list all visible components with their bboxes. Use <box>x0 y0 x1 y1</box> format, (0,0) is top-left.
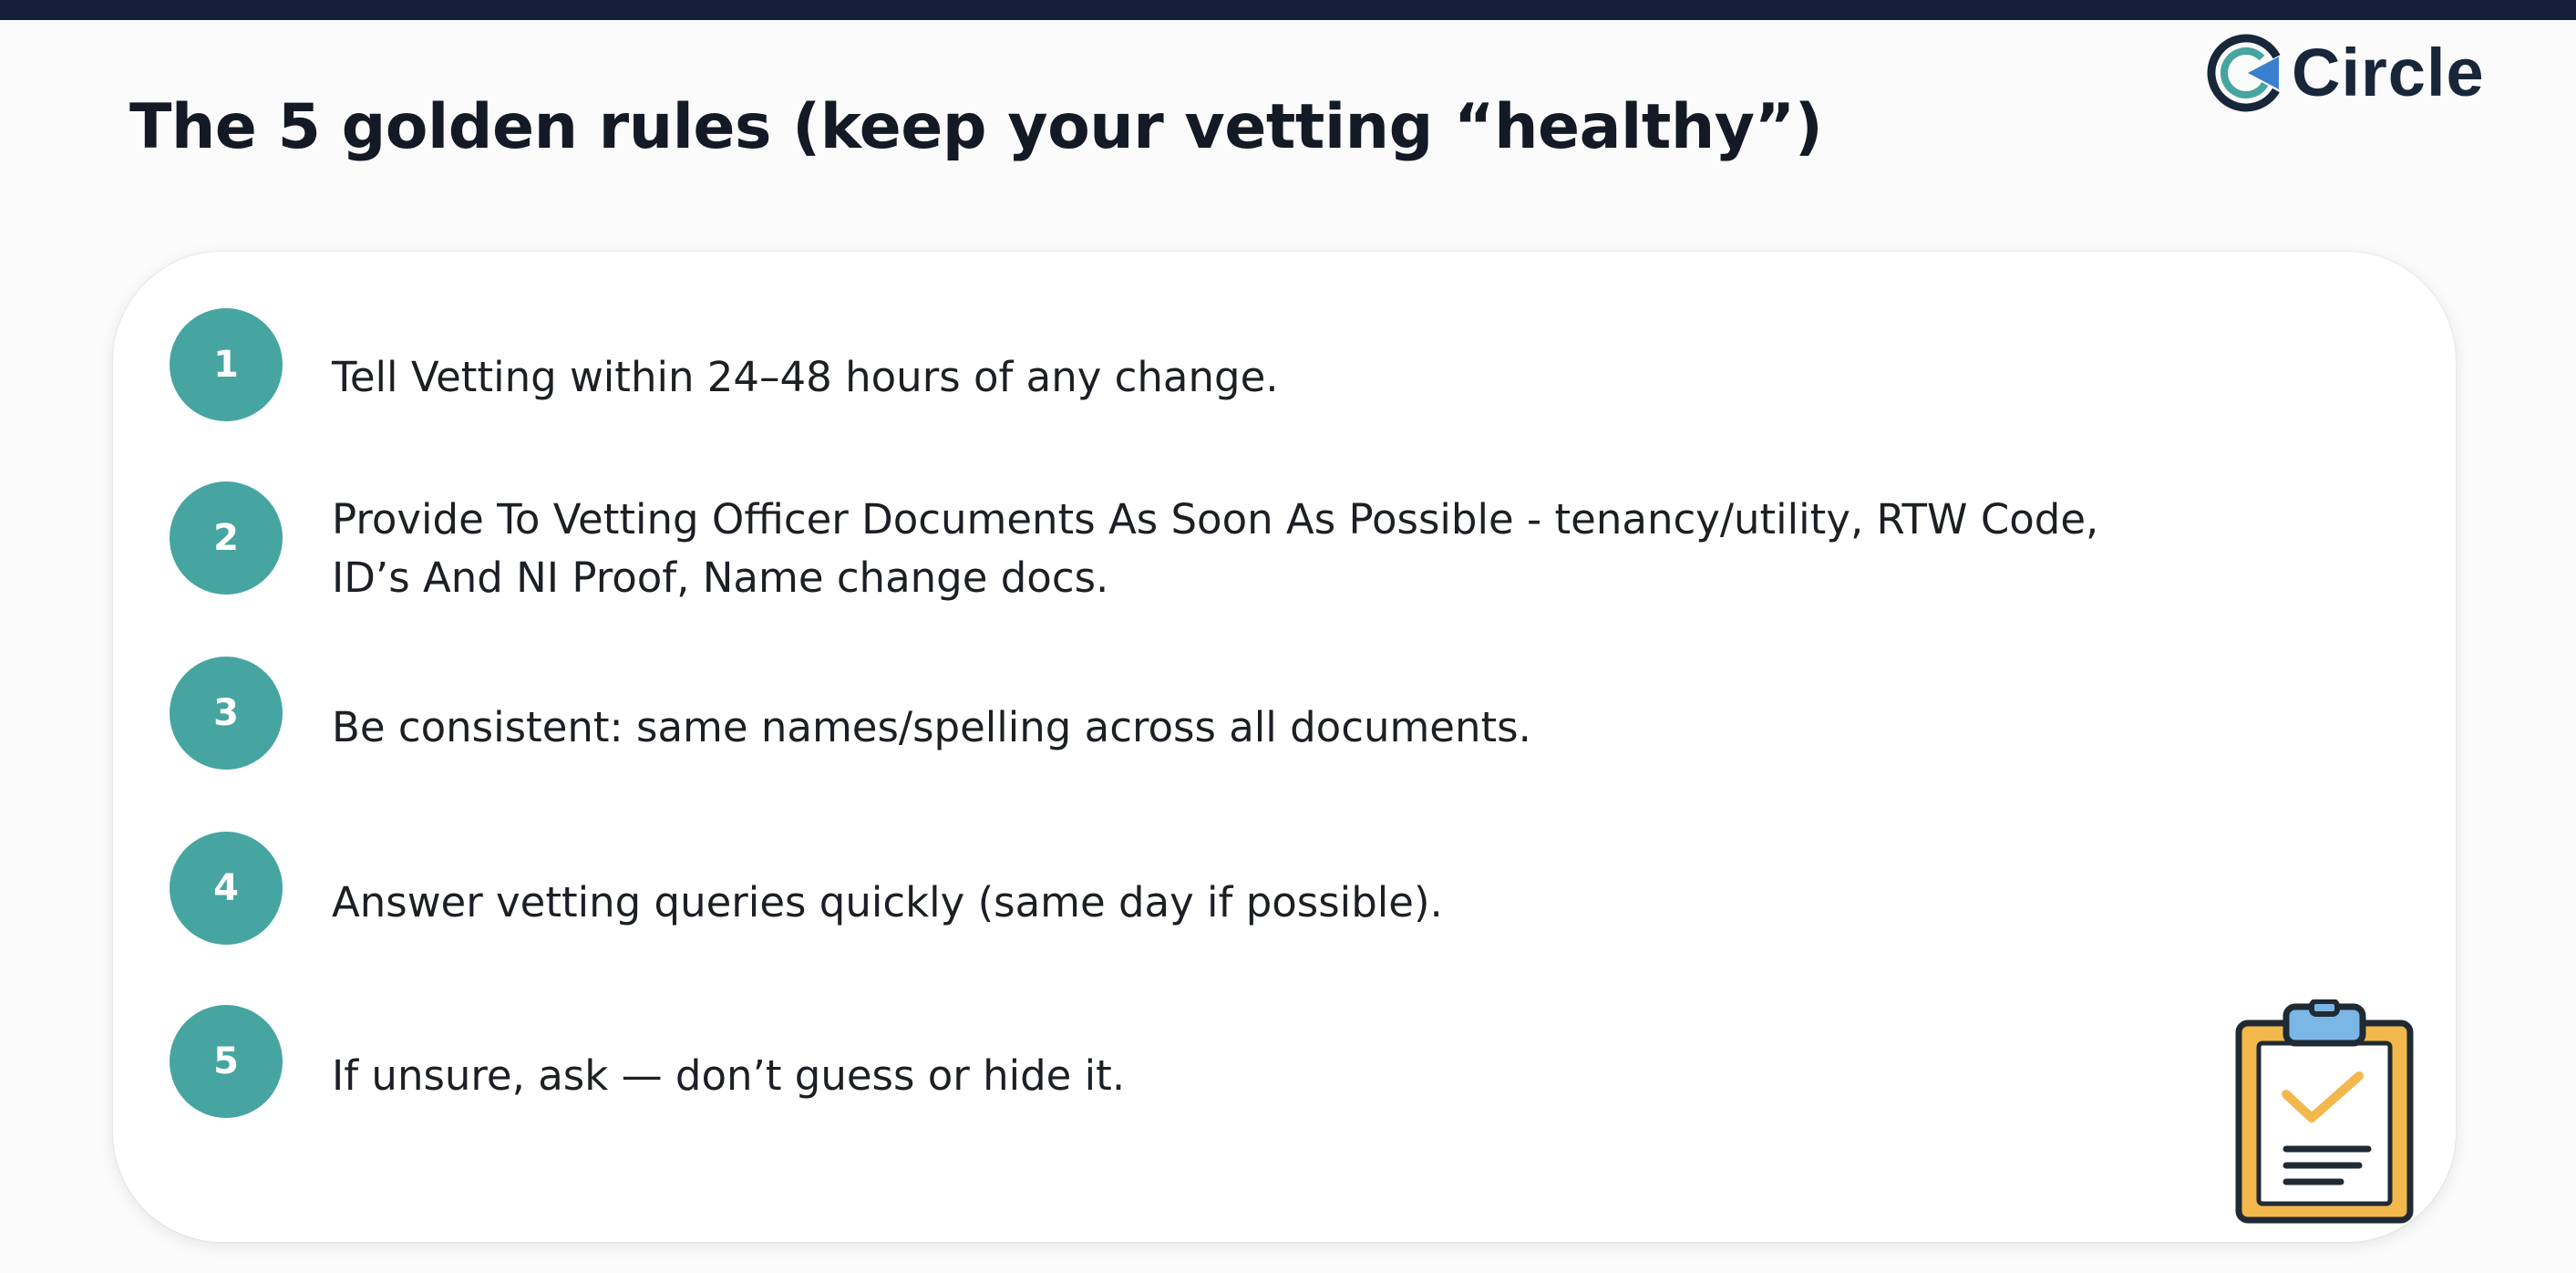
rule-text <box>332 699 1531 757</box>
brand-name: Circle <box>2292 35 2485 110</box>
brand-logo <box>2204 31 2514 115</box>
rule-text <box>332 874 1443 932</box>
rule-number-badge: 1 <box>170 308 283 421</box>
rule-text-line: Tell Vetting within 24–48 hours of any change. <box>332 353 1279 401</box>
rule-text <box>332 1047 1125 1105</box>
rules-card <box>113 252 2456 1242</box>
rule-text-line: Be consistent: same names/spelling across all documents. <box>332 703 1531 751</box>
rule-number-badge: 5 <box>170 1005 283 1118</box>
rule-number-badge: 3 <box>170 657 283 770</box>
rule-text <box>332 491 2098 607</box>
top-bar <box>0 0 2576 20</box>
rule-text <box>332 348 1279 407</box>
rule-number-badge: 2 <box>170 481 283 595</box>
page-title: The 5 golden rules (keep your vetting “healthy”) <box>129 91 1823 163</box>
rule-text-line: Answer vetting queries quickly (same day if possible). <box>332 878 1443 926</box>
rule-number-badge: 4 <box>170 832 283 945</box>
rule-text-line: Provide To Vetting Officer Documents As Soon As Possible - tenancy/utility, RTW Code, <box>332 495 2099 543</box>
clipboard-check-icon <box>2233 999 2416 1230</box>
rule-text-line: ID’s And NI Proof, Name change docs. <box>332 554 1109 602</box>
circle-logo-icon <box>2204 31 2288 115</box>
rule-text-line: If unsure, ask — don’t guess or hide it. <box>332 1051 1126 1100</box>
